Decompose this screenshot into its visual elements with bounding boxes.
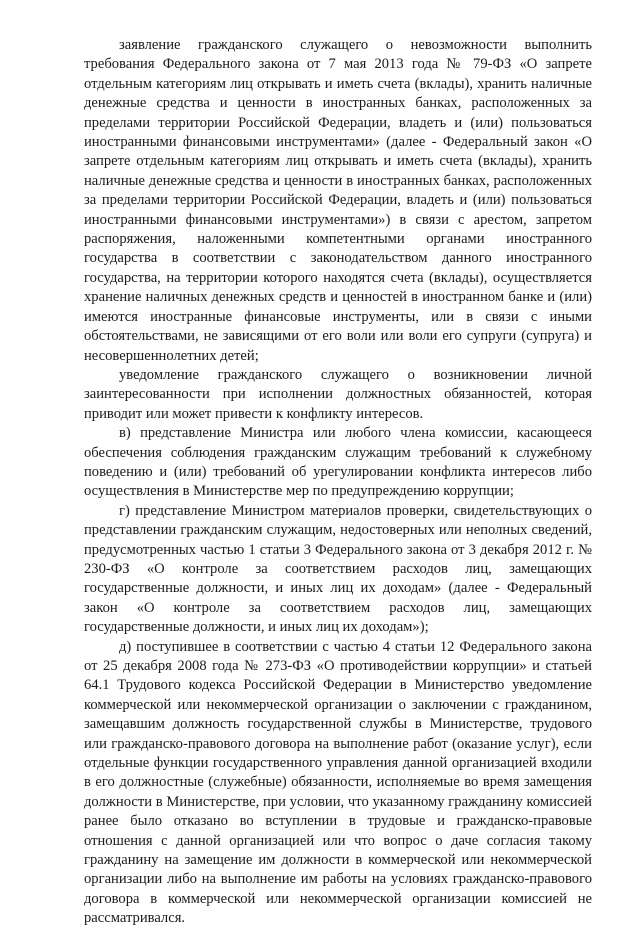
paragraph-notice-conflict-of-interest: уведомление гражданского служащего о возникновении личной заинтересованности при исполнении должностных обязанностей, которая приводит или может привести к конфликту интересов.: [84, 366, 592, 422]
paragraph-statement-impossibility: заявление гражданского служащего о невозможности выполнить требования Федерального закона от 7 мая 2013 года № 79-ФЗ «О запрете отдельным категориям лиц открывать и иметь счета (вклады), хранить наличные денежные средства и ценности в иностранных банках, расположенных за пределами территории Российской Федерации, владеть и (или) пользоваться иностранными финансовыми инструментами» (далее - Федеральный закон «О запрете отдельным категориям лиц открывать и иметь счета (вклады), хранить наличные денежные средства и ценности в иностранных банках, расположенных за пределами территории Российской Федерации, владеть и (или) пользоваться иностранными финансовыми инструментами») в связи с арестом, запретом распоряжения, наложенными компетентными органами иностранного государства в соответствии с законодательством данного иностранного государства, на территории которого находятся счета (вклады), осуществляется хранение наличных денежных средств и ценностей в иностранном банке и (или) имеются иностранные финансовые инструменты, или в связи с иными обстоятельствами, не зависящими от его воли или воли его супруги (супруга) и несовершеннолетних детей;: [84, 37, 592, 364]
paragraph-item-v: в) представление Министра или любого члена комиссии, касающееся обеспечения соблюдения гражданским служащим требований к служебному поведению и (или) требований об урегулировании конфликта интересов либо осуществления в Министерстве мер по предупреждению коррупции;: [84, 425, 592, 500]
document-page: [84, 36, 592, 929]
paragraph-item-g: г) представление Министром материалов проверки, свидетельствующих о представлении гражданским служащим, недостоверных или неполных сведений, предусмотренных частью 1 статьи 3 Федерального закона от 3 декабря 2012 г. № 230-ФЗ «О контроле за соответствием расходов лиц, замещающих государственные должности, и иных лиц их доходам» (далее - Федеральный закон «О контроле за соответствием расходов лиц, замещающих государственные должности, и иных лиц их доходам»);: [84, 502, 592, 636]
paragraph-item-d: д) поступившее в соответствии с частью 4 статьи 12 Федерального закона от 25 декабря 2008 года № 273-ФЗ «О противодействии коррупции» и статьей 64.1 Трудового кодекса Российской Федерации в Министерство уведомление коммерческой или некоммерческой организации о заключении с гражданином, замещавшим должность государственной службы в Министерстве, трудового или гражданско-правового договора на выполнение работ (оказание услуг), если отдельные функции государственного управления данной организацией входили в его должностные (служебные) обязанности, исполняемые во время замещения должности в Министерстве, при условии, что указанному гражданину комиссией ранее было отказано во вступлении в трудовые и гражданско-правовые отношения с данной организацией или что вопрос о даче согласия такому гражданину на замещение им должности в коммерческой или некоммерческой организации либо на выполнение им работы на условиях гражданско-правового договора в коммерческой или некоммерческой организации комиссией не рассматривался.: [84, 638, 592, 927]
